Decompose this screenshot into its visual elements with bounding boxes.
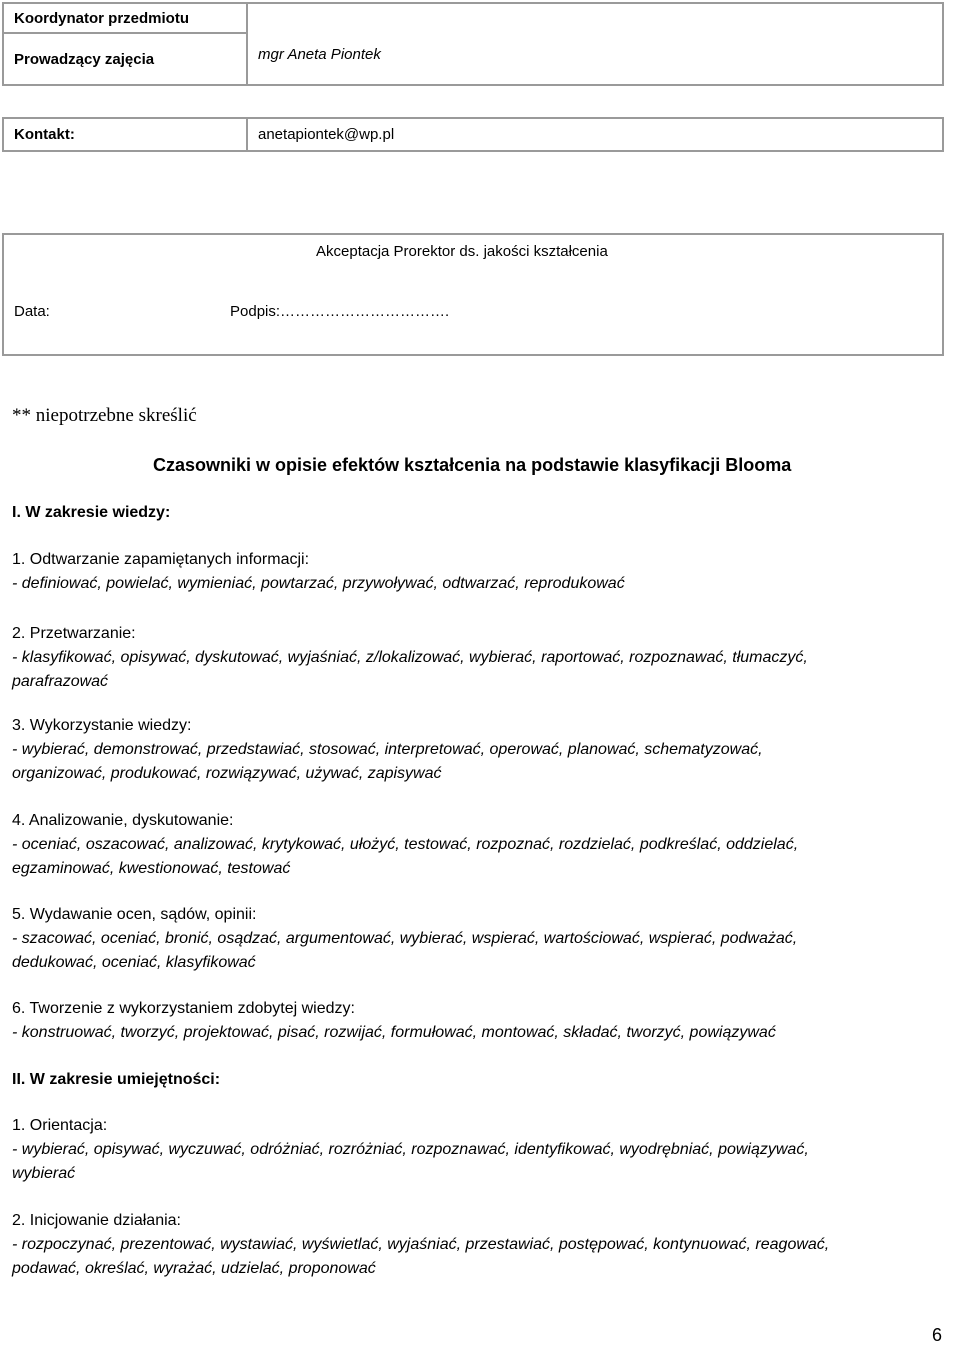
item-verbs-cont: egzaminować, kwestionować, testować <box>12 860 291 877</box>
item-label: 3. Wykorzystanie wiedzy: <box>12 717 192 734</box>
skills-title: II. W zakresie umiejętności: <box>12 1071 221 1088</box>
approval-title: Akceptacja Prorektor ds. jakości kształcenia <box>316 243 608 260</box>
knowledge-title: I. W zakresie wiedzy: <box>12 504 171 521</box>
contact-value: anetapiontek@wp.pl <box>247 118 943 151</box>
teacher-label: Prowadzący zajęcia <box>3 33 247 85</box>
item-verbs-cont: parafrazować <box>12 673 109 690</box>
item-verbs-cont: podawać, określać, wyrażać, udzielać, proponować <box>12 1260 376 1277</box>
item-verbs: - oceniać, oszacować, analizować, krytykować, ułożyć, testować, rozpoznać, rozdzielać, podkreślać, oddzielać, <box>12 836 799 853</box>
item-verbs: - wybierać, opisywać, wyczuwać, odróżniać, rozróżniać, rozpoznawać, identyfikować, wyodrębniać, powiązywać, <box>12 1141 809 1158</box>
signature-label: Podpis:……………………………. <box>230 303 450 320</box>
list-item <box>12 548 625 596</box>
list-item <box>12 809 798 881</box>
item-label: 5. Wydawanie ocen, sądów, opinii: <box>12 906 257 923</box>
item-label: 1. Odtwarzanie zapamiętanych informacji: <box>12 551 310 568</box>
course-info-table <box>2 2 944 86</box>
coordinator-label: Koordynator przedmiotu <box>3 3 247 33</box>
item-verbs: - klasyfikować, opisywać, dyskutować, wyjaśniać, z/lokalizować, wybierać, raportować, rozpoznawać, tłumaczyć, <box>12 649 808 666</box>
list-item <box>12 1209 829 1281</box>
item-verbs: - definiować, powielać, wymieniać, powtarzać, przywoływać, odtwarzać, reprodukować <box>12 575 625 592</box>
item-verbs-cont: organizować, produkować, rozwiązywać, używać, zapisywać <box>12 765 442 782</box>
item-verbs-cont: wybierać <box>12 1165 76 1182</box>
item-verbs: - rozpoczynać, prezentować, wystawiać, wyświetlać, wyjaśniać, przestawiać, postępować, kontynuować, reagować, <box>12 1236 830 1253</box>
list-item <box>12 903 797 975</box>
contact-label: Kontakt: <box>3 118 247 151</box>
item-label: 6. Tworzenie z wykorzystaniem zdobytej wiedzy: <box>12 1000 355 1017</box>
teacher-value: mgr Aneta Piontek <box>258 45 381 63</box>
list-item <box>12 714 763 786</box>
list-item <box>12 997 776 1045</box>
list-item <box>12 622 808 694</box>
item-verbs: - wybierać, demonstrować, przedstawiać, stosować, interpretować, operować, planować, schematyzować, <box>12 741 763 758</box>
item-label: 1. Orientacja: <box>12 1117 108 1134</box>
date-label: Data: <box>14 303 50 320</box>
contact-table <box>2 117 944 152</box>
teacher-value-cell <box>247 3 943 85</box>
page-title: Czasowniki w opisie efektów kształcenia na podstawie klasyfikacji Blooma <box>153 455 792 475</box>
item-label: 2. Inicjowanie działania: <box>12 1212 181 1229</box>
item-verbs: - szacować, oceniać, bronić, osądzać, argumentować, wybierać, wspierać, wartościować, wspierać, podważać, <box>12 930 798 947</box>
page-number: 6 <box>932 1325 943 1345</box>
footnote: ** niepotrzebne skreślić <box>12 405 197 426</box>
item-label: 4. Analizowanie, dyskutowanie: <box>12 812 234 829</box>
item-verbs-cont: dedukować, oceniać, klasyfikować <box>12 954 256 971</box>
list-item <box>12 1114 809 1186</box>
approval-box <box>2 233 944 356</box>
item-label: 2. Przetwarzanie: <box>12 625 136 642</box>
item-verbs: - konstruować, tworzyć, projektować, pisać, rozwijać, formułować, montować, składać, tworzyć, powiązywać <box>12 1024 776 1041</box>
